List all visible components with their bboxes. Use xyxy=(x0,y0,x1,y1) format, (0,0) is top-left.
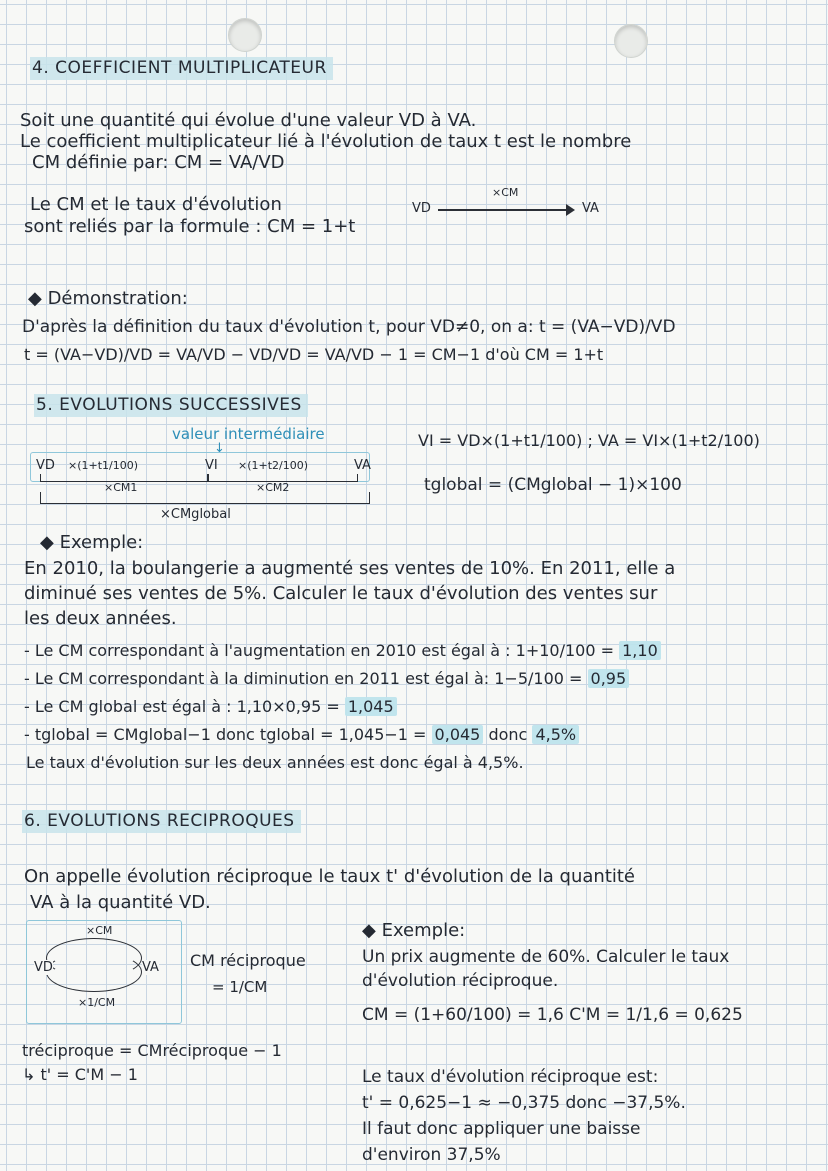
reciprocal-result-4: d'environ 37,5% xyxy=(362,1145,501,1165)
reciprocal-definition-1: On appelle évolution réciproque le taux t' d'évolution de la quantité xyxy=(24,866,636,887)
bullet-4-value: 0,045 xyxy=(432,725,484,744)
label-cm2: ×CM2 xyxy=(256,481,290,494)
bullet-2-value: 0,95 xyxy=(588,669,630,688)
bullet-3 xyxy=(24,696,397,718)
cm-reciprocal-value: = 1/CM xyxy=(212,978,268,996)
bullet-1 xyxy=(24,640,661,662)
bullet-4-text: - tglobal = CMglobal−1 donc tglobal = 1,045−1 = xyxy=(24,725,427,744)
bullet-1-text: - Le CM correspondant à l'augmentation en 2010 est égal à : 1+10/100 = xyxy=(24,641,615,660)
chain-vi: VI xyxy=(205,458,218,473)
reciprocal-example-2: d'évolution réciproque. xyxy=(362,971,559,991)
reciprocal-result-1: Le taux d'évolution réciproque est: xyxy=(362,1067,659,1087)
cm-diagram-label: ×CM xyxy=(492,186,519,199)
chain-vd: VD xyxy=(36,458,55,473)
chain-va: VA xyxy=(354,458,371,473)
cm-diagram-arrow xyxy=(438,209,568,211)
cm-line-4: Le CM et le taux d'évolution xyxy=(30,194,282,215)
bullet-2-text: - Le CM correspondant à la diminution en 2011 est égal à: 1−5/100 = xyxy=(24,669,583,688)
cm-line-5: sont reliés par la formule : CM = 1+t xyxy=(24,216,356,237)
chain-mult-2: ×(1+t2/100) xyxy=(238,459,309,472)
binder-hole-right xyxy=(614,24,648,58)
bullet-2 xyxy=(24,668,629,690)
label-cm1: ×CM1 xyxy=(104,481,138,494)
reciprocal-result-3: Il faut donc appliquer une baisse xyxy=(362,1119,641,1139)
reciprocal-diag-top: ×CM xyxy=(86,924,113,937)
bullet-4-percent: 4,5% xyxy=(532,725,579,744)
reciprocal-formula-2: ↳ t' = C'M − 1 xyxy=(22,1065,138,1084)
reciprocal-example-3: CM = (1+60/100) = 1,6 C'M = 1/1,6 = 0,625 xyxy=(362,1005,743,1025)
bullet-1-value: 1,10 xyxy=(619,641,661,660)
cm-line-2: Le coefficient multiplicateur lié à l'évolution de taux t est le nombre xyxy=(20,131,632,152)
successive-formula-1: VI = VD×(1+t1/100) ; VA = VI×(1+t2/100) xyxy=(418,431,760,450)
cm-line-3: CM définie par: CM = VA/VD xyxy=(32,152,285,173)
bracket-cm-global xyxy=(40,492,370,504)
example-text-3: les deux années. xyxy=(24,608,177,629)
label-cm-global: ×CMglobal xyxy=(160,507,231,522)
intermediate-label: valeur intermédiaire xyxy=(172,425,325,443)
section-title-coefficient: 4. COEFFICIENT MULTIPLICATEUR xyxy=(30,57,333,80)
reciprocal-example-heading: ◆ Exemple: xyxy=(362,920,466,941)
demo-line-1: D'après la définition du taux d'évolution t, pour VD≠0, on a: t = (VA−VD)/VD xyxy=(22,317,676,337)
bullet-4-end: donc xyxy=(488,725,528,744)
cm-line-1: Soit une quantité qui évolue d'une valeur VD à VA. xyxy=(20,110,477,131)
cm-diagram-va: VA xyxy=(582,201,599,216)
reciprocal-example-1: Un prix augmente de 60%. Calculer le taux xyxy=(362,947,730,967)
reciprocal-definition-2: VA à la quantité VD. xyxy=(30,892,211,913)
cm-reciprocal-label: CM réciproque xyxy=(190,951,306,970)
reciprocal-diag-bottom: ×1/CM xyxy=(78,996,116,1009)
reciprocal-arc-bottom xyxy=(46,952,142,992)
demo-heading: ◆ Démonstration: xyxy=(28,288,188,309)
bullet-3-text: - Le CM global est égal à : 1,10×0,95 = xyxy=(24,697,340,716)
bullet-3-value: 1,045 xyxy=(345,697,397,716)
reciprocal-formula-1: tréciproque = CMréciproque − 1 xyxy=(22,1041,282,1060)
bullet-4 xyxy=(24,724,579,746)
successive-conclusion: Le taux d'évolution sur les deux années est donc égal à 4,5%. xyxy=(26,753,524,772)
section-title-successive: 5. EVOLUTIONS SUCCESSIVES xyxy=(34,394,308,417)
binder-hole-left xyxy=(228,18,262,52)
arrow-head-icon xyxy=(566,204,575,216)
chain-mult-1: ×(1+t1/100) xyxy=(68,459,139,472)
reciprocal-diag-va: VA xyxy=(142,960,159,975)
cm-diagram-vd: VD xyxy=(412,201,431,216)
example-text-2: diminué ses ventes de 5%. Calculer le taux d'évolution des ventes sur xyxy=(24,583,658,604)
demo-line-2: t = (VA−VD)/VD = VA/VD − VD/VD = VA/VD − 1 = CM−1 d'où CM = 1+t xyxy=(24,345,604,364)
section-title-reciprocal: 6. EVOLUTIONS RECIPROQUES xyxy=(22,810,301,833)
example-heading: ◆ Exemple: xyxy=(40,532,144,553)
successive-formula-2: tglobal = (CMglobal − 1)×100 xyxy=(424,475,682,495)
reciprocal-diag-vd: VD xyxy=(34,960,53,975)
example-text-1: En 2010, la boulangerie a augmenté ses ventes de 10%. En 2011, elle a xyxy=(24,558,676,579)
reciprocal-result-2: t' = 0,625−1 ≈ −0,375 donc −37,5%. xyxy=(362,1093,686,1113)
intermediate-arrow-icon: ↓ xyxy=(214,441,225,456)
